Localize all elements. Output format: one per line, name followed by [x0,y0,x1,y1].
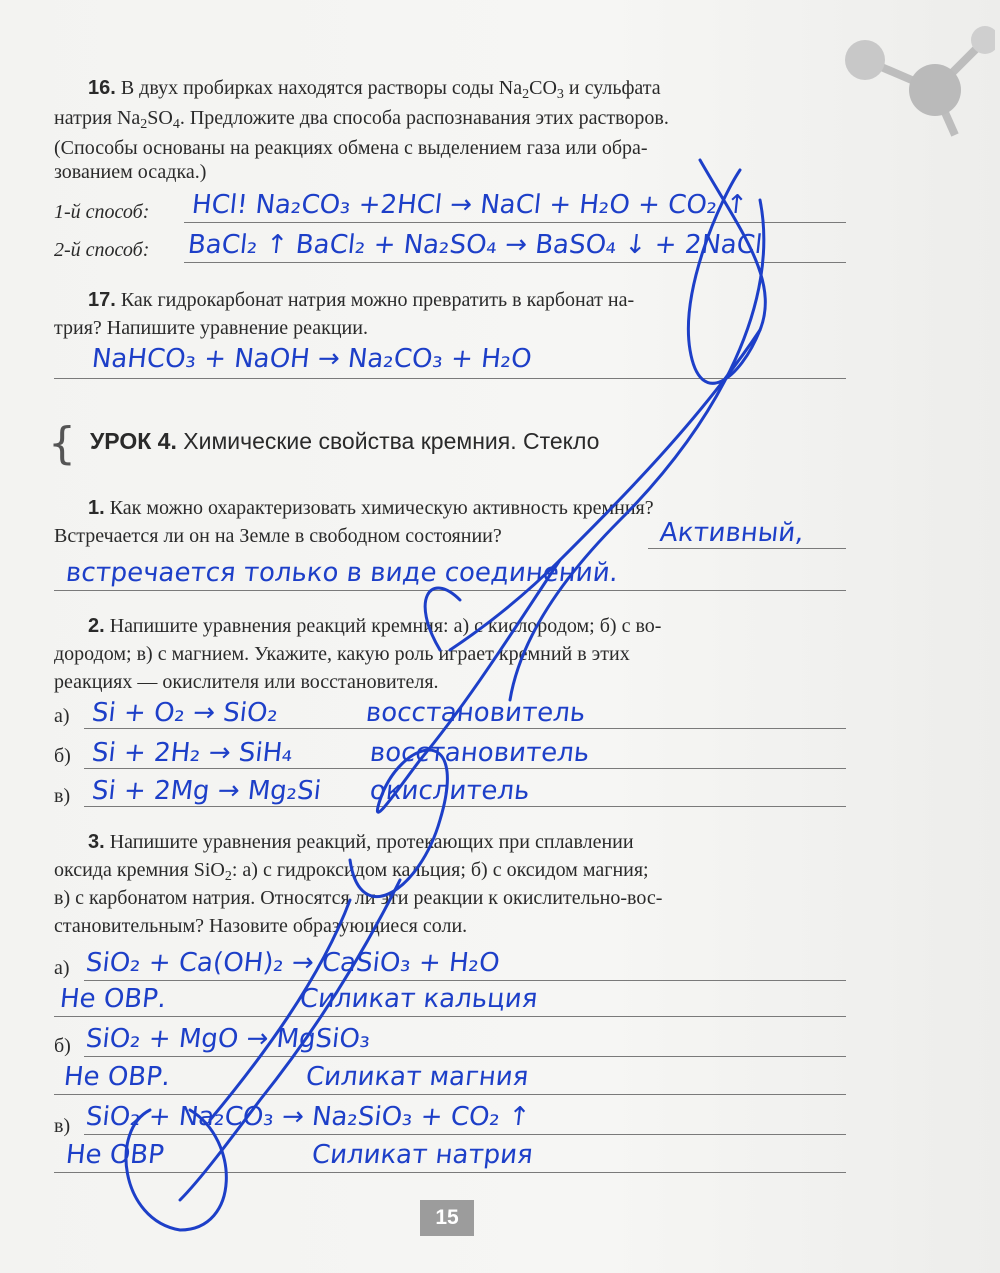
l1-line1 [88,494,654,522]
q16-number: 16. [88,77,116,99]
l2-line1 [88,612,661,640]
answer-rule [54,1094,846,1095]
l2-c-label: в) [54,785,71,807]
lesson-bracket: { [48,418,76,469]
q17-number: 17. [88,289,116,311]
l3-number: 3. [88,831,105,853]
lesson-number: УРОК 4. [90,428,177,454]
l1-answer2: встречается только в виде соединений. [64,558,620,588]
answer-rule [184,262,846,263]
q16-sub-c: 2 [140,117,148,132]
q16-answer2: BaCl₂ ↑ BaCl₂ + Na₂SO₄ → BaSO₄ ↓ + 2NaCl [186,230,764,260]
l3-text-c: : а) с гидроксидом кальция; б) с оксидом магния; [231,859,649,881]
answer-rule [84,1134,846,1135]
l2-a-label: а) [54,705,70,727]
l3-c-note: Не ОВР [64,1140,166,1170]
l2-line3: реакциях — окислителя или восстановителя. [54,671,439,693]
method2-label: 2-й способ: [54,239,150,261]
l2-b-label: б) [54,745,71,767]
l3-line1 [88,828,634,856]
answer-rule [84,1056,846,1057]
answer-rule [648,548,846,549]
q16-text-b: и сульфата [563,77,661,99]
l3-b-label: б) [54,1035,71,1057]
answer-rule [84,806,846,807]
answer-rule [84,728,846,729]
answer-rule [54,1016,846,1017]
q16-line4: зованием осадка.) [54,161,207,183]
lesson-name: Химические свойства кремния. Стекло [176,428,600,454]
l2-text-a: Напишите уравнения реакций кремния: а) с кислородом; б) с во- [109,615,662,637]
l3-text-b: оксида кремния SiO [54,859,225,881]
answer-rule [54,1172,846,1173]
l3-c-answer: SiO₂ + Na₂CO₃ → Na₂SiO₃ + CO₂ ↑ [84,1102,532,1132]
l3-line4: становительным? Назовите образующиеся соли. [54,915,468,937]
l1-line2: Встречается ли он на Земле в свободном состоянии? [54,525,502,547]
l3-c-salt: Силикат натрия [310,1140,535,1170]
l2-b-role: восстановитель [368,738,591,768]
q16-line3: (Способы основаны на реакциях обмена с выделением газа или обра- [54,137,648,159]
q16-text-c: натрия Na [54,107,141,129]
q16-sub-a: 2 [522,87,530,102]
l2-line2: дородом; в) с магнием. Укажите, какую роль играет кремний в этих [54,643,630,665]
q16-co: CO [529,77,557,99]
answer-rule [184,222,846,223]
l1-number: 1. [88,497,105,519]
l3-b-note: Не ОВР. [62,1062,172,1092]
q16-so: SO [147,107,173,129]
q17-line2: трия? Напишите уравнение реакции. [54,317,368,339]
q17-answer: NaHCO₃ + NaOH → Na₂CO₃ + H₂O [90,344,534,374]
l2-number: 2. [88,615,105,637]
l2-a-role: восстановитель [364,698,587,728]
q16-text-a: В двух пробирках находятся растворы соды Na [120,77,523,99]
l1-answer1: Активный, [658,518,806,548]
l3-sub: 2 [224,869,232,884]
answer-rule [84,768,846,769]
l2-c-answer: Si + 2Mg → Mg₂Si [90,776,323,806]
answer-rule [54,378,846,379]
l3-b-answer: SiO₂ + MgO → MgSiO₃ [84,1024,372,1054]
l2-b-answer: Si + 2H₂ → SiH₄ [90,738,295,768]
q16-sub-d: 4 [172,117,180,132]
q17-text-a: Как гидрокарбонат натрия можно превратить в карбонат на- [120,289,635,311]
l3-text-a: Напишите уравнения реакций, протекающих при сплавлении [109,831,634,853]
l3-a-note: Не ОВР. [58,984,168,1014]
l2-c-role: окислитель [368,776,531,806]
l3-b-salt: Силикат магния [304,1062,530,1092]
l1-text-a: Как можно охарактеризовать химическую активность кремния? [109,497,654,519]
method1-label: 1-й способ: [54,201,150,223]
l3-c-label: в) [54,1115,71,1137]
q16-sub-b: 3 [556,87,564,102]
q16-answer1: HCl! Na₂CO₃ +2HCl → NaCl + H₂O + CO₂ ↑ [190,190,749,220]
l3-a-salt: Силикат кальция [298,984,540,1014]
q17-line1 [88,286,634,314]
l3-line3: в) с карбонатом натрия. Относятся ли эти реакции к окислительно-вос- [54,887,663,909]
l3-a-answer: SiO₂ + Ca(OH)₂ → CaSiO₃ + H₂O [84,948,502,978]
answer-rule [84,980,846,981]
l3-a-label: а) [54,957,70,979]
page-number: 15 [420,1200,474,1236]
lesson-title [90,428,599,455]
molecule-decoration-icon [835,20,995,140]
answer-rule [54,590,846,591]
l2-a-answer: Si + O₂ → SiO₂ [90,698,280,728]
q16-text-d: . Предложите два способа распознавания этих растворов. [179,107,669,129]
